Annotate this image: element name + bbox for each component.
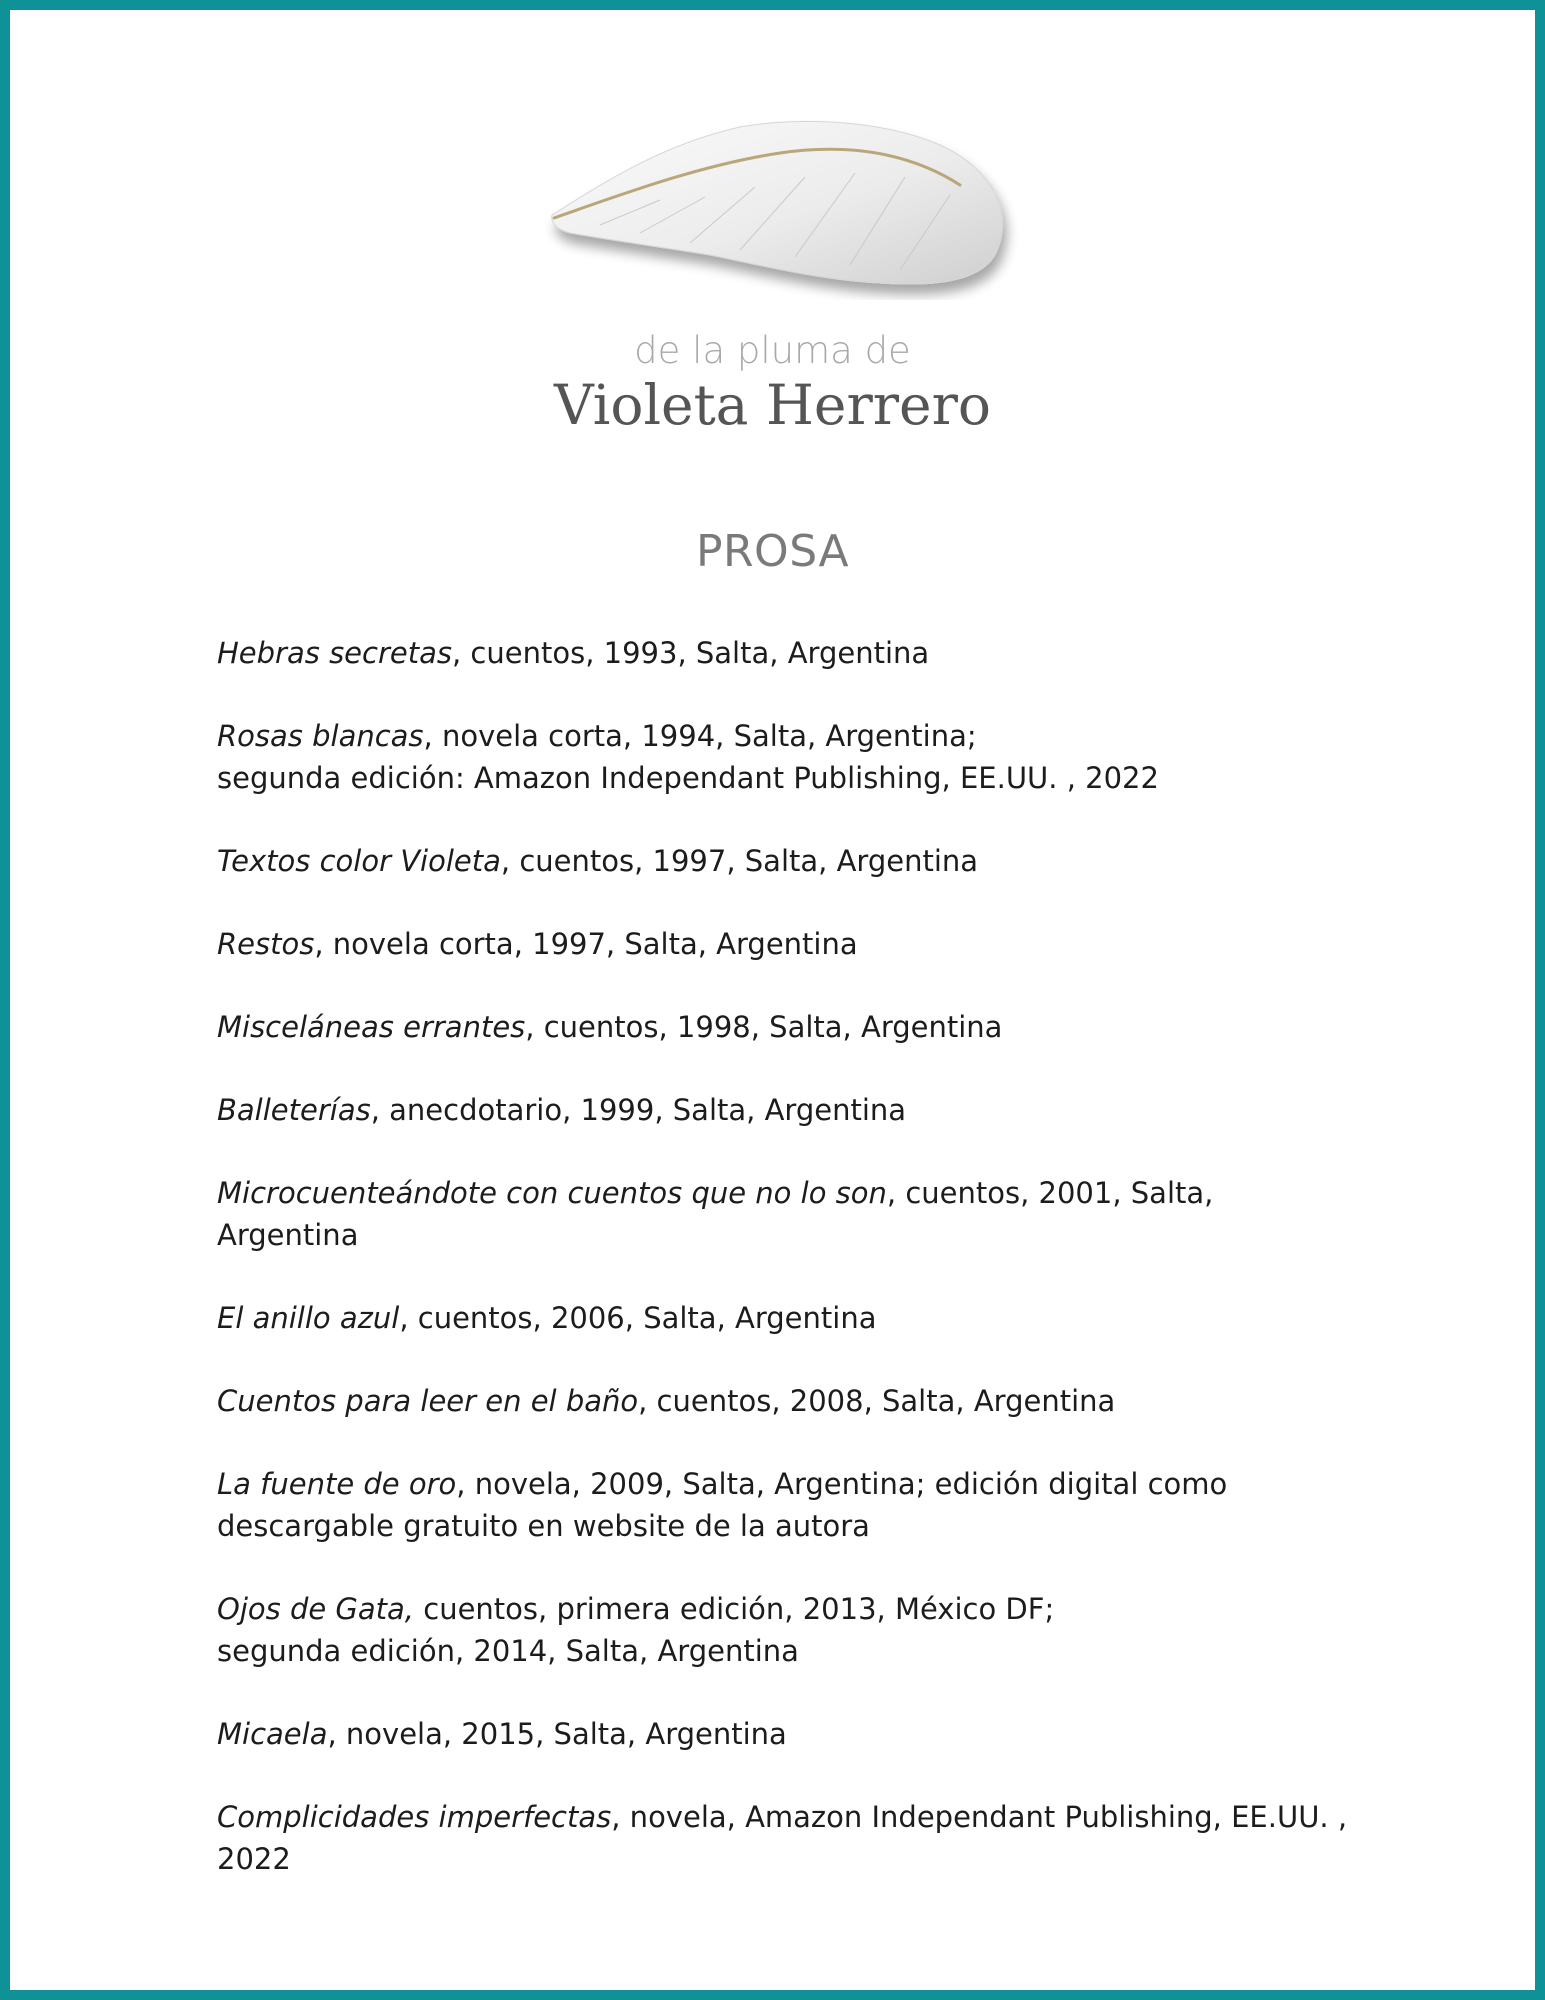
works-list xyxy=(217,632,1357,1880)
work-details: , cuentos, 1993, Salta, Argentina xyxy=(452,636,930,670)
work-details: , novela, Amazon Independant Publishing, EE.UU. , xyxy=(611,1800,1348,1834)
work-details: , novela corta, 1994, Salta, Argentina; xyxy=(423,719,977,753)
work-title: Ojos de Gata, xyxy=(217,1592,415,1626)
list-item xyxy=(217,1172,1357,1256)
work-title: Cuentos para leer en el baño xyxy=(217,1384,639,1418)
subtitle: de la pluma de xyxy=(634,329,911,372)
work-title: Rosas blancas xyxy=(217,719,424,753)
work-details: , novela corta, 1997, Salta, Argentina xyxy=(314,927,858,961)
work-details: cuentos, primera edición, 2013, México DF; xyxy=(414,1592,1055,1626)
work-details: , novela, 2009, Salta, Argentina; edición digital como xyxy=(456,1467,1228,1501)
work-title: Complicidades imperfectas xyxy=(217,1800,612,1834)
feather-icon xyxy=(540,115,1020,300)
list-item xyxy=(217,1380,1357,1422)
list-item xyxy=(217,1089,1357,1131)
work-details-line2: 2022 xyxy=(217,1842,291,1876)
work-title: La fuente de oro xyxy=(217,1467,457,1501)
list-item xyxy=(217,1713,1357,1755)
work-details: , cuentos, 1997, Salta, Argentina xyxy=(500,844,979,878)
work-details: , novela, 2015, Salta, Argentina xyxy=(327,1717,787,1751)
work-title: Misceláneas errantes xyxy=(217,1010,526,1044)
work-title: Restos xyxy=(217,927,315,961)
work-title: Microcuenteándote con cuentos que no lo son xyxy=(217,1176,887,1210)
list-item xyxy=(217,923,1357,965)
list-item xyxy=(217,715,1357,799)
work-title: Balleterías xyxy=(217,1093,371,1127)
work-title: El anillo azul xyxy=(217,1301,400,1335)
work-title: Micaela xyxy=(217,1717,328,1751)
list-item xyxy=(217,840,1357,882)
work-details: , cuentos, 2008, Salta, Argentina xyxy=(638,1384,1116,1418)
list-item xyxy=(217,1588,1357,1672)
list-item xyxy=(217,1006,1357,1048)
work-details: , anecdotario, 1999, Salta, Argentina xyxy=(370,1093,907,1127)
list-item xyxy=(217,1297,1357,1339)
work-details: , cuentos, 1998, Salta, Argentina xyxy=(525,1010,1003,1044)
work-details: , cuentos, 2001, Salta, Argentina xyxy=(217,1176,1214,1252)
author-name: Violeta Herrero xyxy=(553,373,992,437)
work-details: , cuentos, 2006, Salta, Argentina xyxy=(399,1301,877,1335)
list-item xyxy=(217,1796,1357,1880)
work-title: Textos color Violeta xyxy=(217,844,501,878)
section-title: PROSA xyxy=(695,526,850,577)
work-details-line2: descargable gratuito en website de la autora xyxy=(217,1509,870,1543)
list-item xyxy=(217,1463,1357,1547)
work-details-line2: segunda edición, 2014, Salta, Argentina xyxy=(217,1634,799,1668)
work-title: Hebras secretas xyxy=(217,636,452,670)
list-item xyxy=(217,632,1357,674)
work-details-line2: segunda edición: Amazon Independant Publishing, EE.UU. , 2022 xyxy=(217,761,1159,795)
